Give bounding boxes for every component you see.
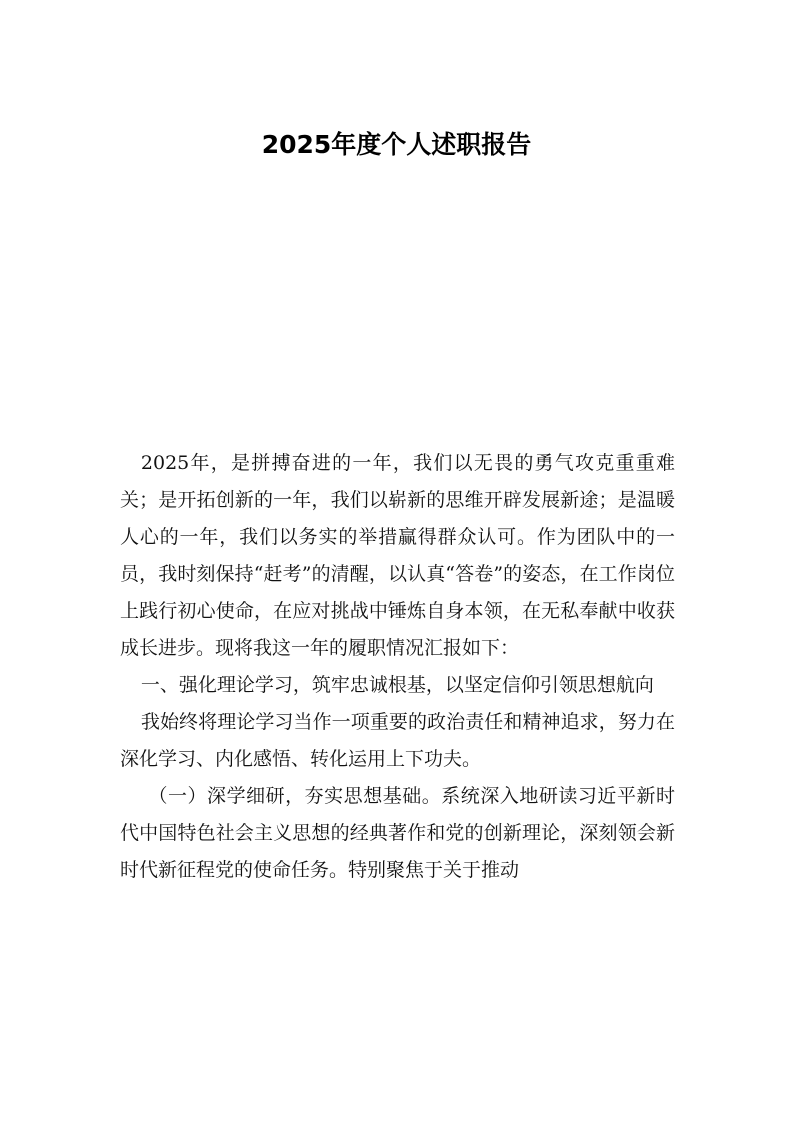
document-title: 2025年度个人述职报告: [261, 130, 532, 159]
section-paragraph: 我始终将理论学习当作一项重要的政治责任和精神追求，努力在深化学习、内化感悟、转化运用上下功夫。: [120, 711, 675, 770]
section-heading: 一、强化理论学习，筑牢忠诚根基，以坚定信仰引领思想航向: [140, 674, 654, 696]
subsection-paragraph: （一）深学细研，夯实思想基础。系统深入地研读习近平新时代中国特色社会主义思想的经典著作和党的创新理论，深刻领会新时代新征程党的使命任务。特别聚焦于关于推动: [120, 785, 675, 881]
document-body: [120, 445, 675, 889]
intro-paragraph: 2025年，是拼搏奋进的一年，我们以无畏的勇气攻克重重难关；是开拓创新的一年，我们以崭新的思维开辟发展新途；是温暖人心的一年，我们以务实的举措赢得群众认可。作为团队中的一员，我时刻保持“赶考”的清醒，以认真“答卷”的姿态，在工作岗位上践行初心使命，在应对挑战中锤炼自身本领，在无私奉献中收获成长进步。现将我这一年的履职情况汇报如下：: [120, 452, 675, 659]
